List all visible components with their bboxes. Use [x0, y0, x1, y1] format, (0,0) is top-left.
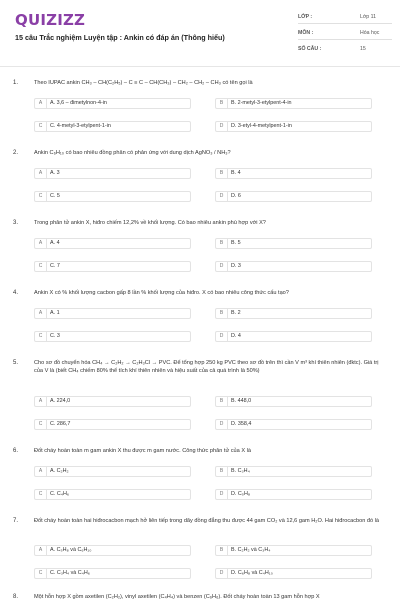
option-b[interactable]: [215, 308, 372, 319]
option-text: A. 3,6 – đimetylnon-4-in: [50, 100, 107, 106]
question-text: Đốt cháy hoàn toàn m gam ankin X thu được m gam nước. Công thức phân tử của X là: [34, 448, 251, 454]
question-number: 5.: [13, 360, 19, 366]
option-d[interactable]: [215, 121, 372, 132]
option-a[interactable]: [34, 238, 191, 249]
option-text: C. 5: [50, 193, 60, 199]
question-text: Một hỗn hợp X gồm axetilen (C₂H₂), vinyl axetilen (C₄H₄) và benzen (C₆H₆). Đốt cháy hoàn toàn 13 gam hỗn hợp X: [34, 594, 320, 600]
question-text: Cho sơ đồ chuyển hóa CH₄ → C₂H₂ → C₂H₃Cl → PVC. Để tổng hợp 250 kg PVC theo sơ đồ trên thì cần V m³ khí thiên nhiên (đktc). Giá trị của V là (biết CH₄ chiếm 80% thể tích khí thiên nhiên và hiệu suất của cả quá trình là 50%): [34, 360, 379, 375]
option-letter: B: [216, 239, 228, 248]
option-a[interactable]: [34, 98, 191, 109]
option-d[interactable]: [215, 419, 372, 430]
option-letter: C: [35, 490, 47, 499]
option-text: B. C₂H₂ và C₃H₄: [231, 547, 271, 553]
option-b[interactable]: [215, 168, 372, 179]
option-letter: B: [216, 546, 228, 555]
meta-count-value: 15: [360, 46, 366, 52]
option-a[interactable]: [34, 466, 191, 477]
option-a[interactable]: [34, 396, 191, 407]
option-b[interactable]: [215, 98, 372, 109]
option-text: B. C₃H₄: [231, 468, 250, 474]
meta-class-value: Lớp 11: [360, 14, 376, 20]
option-d[interactable]: [215, 191, 372, 202]
question-text: Đốt cháy hoàn toàn hai hiđrocacbon mạch hở liên tiếp trong dãy đồng đẳng thu được 44 gam CO₂ và 12,6 gam H₂O. Hai hiđrocacbon đó là: [34, 518, 380, 524]
option-text: D. 358,4: [231, 421, 252, 427]
meta-subject-key: MÔN :: [298, 30, 314, 36]
option-letter: B: [216, 309, 228, 318]
option-b[interactable]: [215, 545, 372, 556]
question-number: 2.: [13, 150, 19, 156]
option-letter: A: [35, 239, 47, 248]
option-letter: C: [35, 192, 47, 201]
option-c[interactable]: [34, 121, 191, 132]
option-letter: C: [35, 420, 47, 429]
option-letter: A: [35, 309, 47, 318]
option-text: C. 4-metyl-3-etylpent-1-in: [50, 123, 111, 129]
option-b[interactable]: [215, 238, 372, 249]
option-text: D. C₆H₈ và C₄H₁₀: [231, 570, 273, 576]
option-text: D. 6: [231, 193, 241, 199]
option-text: D. 3-etyl-4-metylpent-1-in: [231, 123, 292, 129]
option-text: C. 3: [50, 333, 60, 339]
option-text: C. 7: [50, 263, 60, 269]
option-b[interactable]: [215, 396, 372, 407]
meta-class-key: LỚP :: [298, 14, 313, 20]
question-number: 4.: [13, 290, 19, 296]
worksheet-header: [0, 0, 400, 67]
option-letter: D: [216, 420, 228, 429]
option-text: D. 3: [231, 263, 241, 269]
option-letter: A: [35, 99, 47, 108]
meta-divider: [298, 39, 392, 40]
question-number: 1.: [13, 80, 19, 86]
option-letter: C: [35, 262, 47, 271]
option-d[interactable]: [215, 331, 372, 342]
question-number: 6.: [13, 448, 19, 454]
option-c[interactable]: [34, 331, 191, 342]
question-number: 7.: [13, 518, 19, 524]
option-letter: B: [216, 467, 228, 476]
option-text: A. 1: [50, 310, 60, 316]
meta-subject-value: Hóa học: [360, 30, 380, 36]
option-c[interactable]: [34, 568, 191, 579]
option-text: D. 4: [231, 333, 241, 339]
question-number: 3.: [13, 220, 19, 226]
option-text: A. 224,0: [50, 398, 71, 404]
option-letter: B: [216, 397, 228, 406]
option-c[interactable]: [34, 261, 191, 272]
option-text: A. C₂H₂: [50, 468, 69, 474]
meta-divider: [298, 23, 392, 24]
option-text: B. 2-metyl-3-etylpent-4-in: [231, 100, 292, 106]
option-a[interactable]: [34, 168, 191, 179]
option-text: A. 3: [50, 170, 60, 176]
option-letter: A: [35, 467, 47, 476]
option-letter: D: [216, 569, 228, 578]
option-d[interactable]: [215, 489, 372, 500]
option-text: B. 4: [231, 170, 241, 176]
option-d[interactable]: [215, 261, 372, 272]
option-letter: A: [35, 397, 47, 406]
option-letter: D: [216, 262, 228, 271]
option-text: B. 448,0: [231, 398, 252, 404]
option-text: A. C₅H₈ và C₆H₁₀: [50, 547, 92, 553]
option-letter: B: [216, 99, 228, 108]
option-c[interactable]: [34, 191, 191, 202]
question-text: Theo IUPAC ankin CH₃ – CH(C₂H₅) – C ≡ C – CH(CH₃) – CH₂ – CH₂ – CH₃ có tên gọi là: [34, 80, 253, 86]
option-c[interactable]: [34, 419, 191, 430]
option-letter: C: [35, 569, 47, 578]
option-letter: A: [35, 546, 47, 555]
meta-count-key: SỐ CÂU :: [298, 46, 322, 52]
option-text: C. 286,7: [50, 421, 71, 427]
option-a[interactable]: [34, 545, 191, 556]
option-letter: B: [216, 169, 228, 178]
option-b[interactable]: [215, 466, 372, 477]
option-c[interactable]: [34, 489, 191, 500]
option-text: C. C₄H₆: [50, 491, 70, 497]
option-a[interactable]: [34, 308, 191, 319]
option-text: D. C₅H₈: [231, 491, 251, 497]
option-d[interactable]: [215, 568, 372, 579]
option-letter: C: [35, 122, 47, 131]
option-text: A. 4: [50, 240, 60, 246]
question-text: Trong phân tử ankin X, hiđro chiếm 12,2% về khối lượng. Có bao nhiêu ankin phù hợp với X?: [34, 220, 266, 226]
question-text: Ankin X có % khối lượng cacbon gấp 8 lần % khối lượng của hiđro. X có bao nhiêu công thức cấu tạo?: [34, 290, 289, 296]
option-letter: C: [35, 332, 47, 341]
option-letter: D: [216, 122, 228, 131]
option-text: C. C₃H₄ và C₄H₆: [50, 570, 90, 576]
quizizz-logo: QUIZIZZ: [15, 11, 86, 29]
question-text: Ankin C₆H₁₀ có bao nhiêu đồng phân có phản ứng với dung dịch AgNO₃ / NH₃?: [34, 150, 231, 156]
option-letter: A: [35, 169, 47, 178]
option-text: B. 5: [231, 240, 241, 246]
option-letter: D: [216, 490, 228, 499]
option-letter: D: [216, 192, 228, 201]
page-title: 15 câu Trắc nghiệm Luyện tập : Ankin có đáp án (Thông hiểu): [15, 33, 225, 42]
option-letter: D: [216, 332, 228, 341]
question-number: 8.: [13, 594, 19, 600]
option-text: B. 2: [231, 310, 241, 316]
